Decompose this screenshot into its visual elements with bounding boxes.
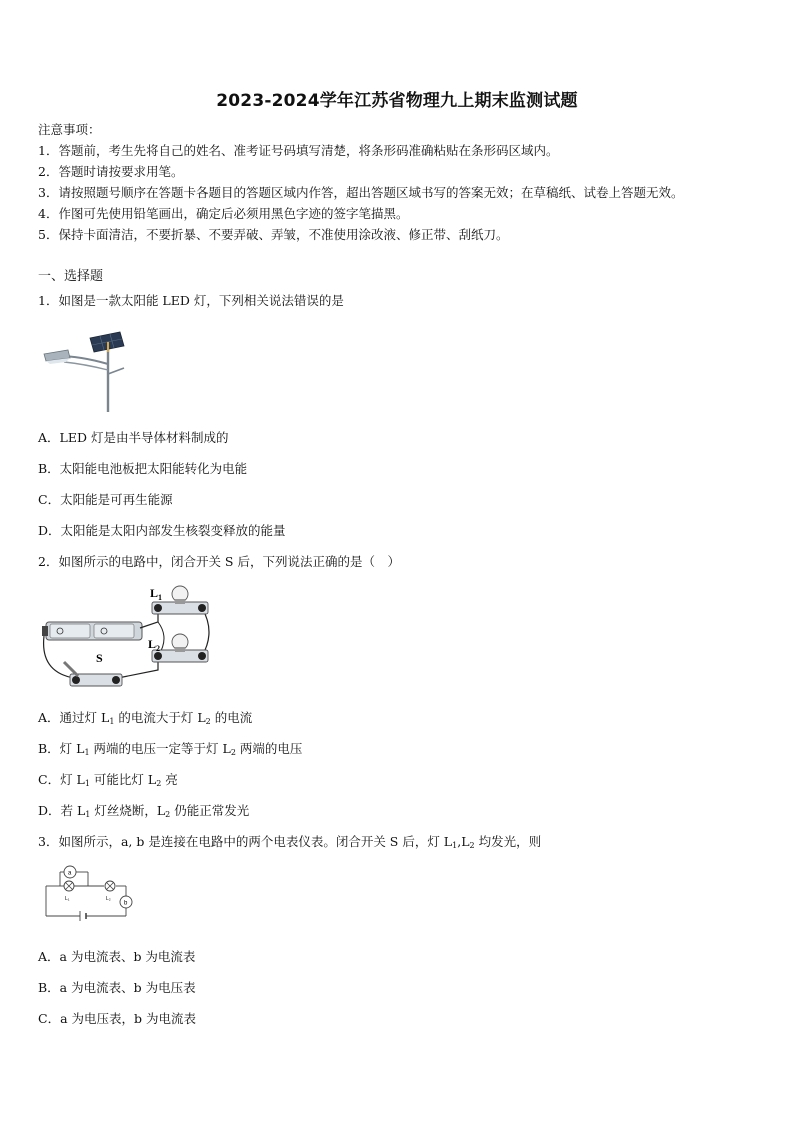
notice-item: 3．请按照题号顺序在答题卡各题目的答题区域内作答，超出答题区域书写的答案无效；在草稿纸、试卷上答题无效。 (38, 185, 684, 200)
solar-led-lamp-figure (40, 328, 130, 414)
question-2-option-d: D．若 $L_1$ 灯丝烧断，$L_2$ 仍能正常发光 (38, 803, 250, 819)
lamp-l1-label: $L_1$ (150, 586, 163, 602)
question-2-option-c: C．灯 $L_1$ 可能比灯 $L_2$ 亮 (38, 772, 178, 788)
series-circuit-figure (40, 582, 215, 692)
question-1-option-c: C．太阳能是可再生能源 (38, 492, 173, 507)
question-2-option-a: A．通过灯 $L_1$ 的电流大于灯 $L_2$ 的电流 (38, 710, 253, 726)
question-1-stem: 1．如图是一款太阳能 LED 灯，下列相关说法错误的是 (38, 293, 344, 308)
question-3-stem: 3．如图所示，a, b 是连接在电路中的两个电表仪表。闭合开关 S 后，灯 $L_1,L_2$ 均发光，则 (38, 834, 542, 850)
notice-item: 5．保持卡面清洁，不要折暴、不要弄破、弄皱，不准使用涂改液、修正带、刮纸刀。 (38, 227, 509, 242)
meter-b-label: b (124, 900, 128, 907)
notice-item: 1．答题前，考生先将自己的姓名、准考证号码填写清楚，将条形码准确粘贴在条形码区域内。 (38, 143, 559, 158)
question-2-option-b: B．灯 $L_1$ 两端的电压一定等于灯 $L_2$ 两端的电压 (38, 741, 303, 757)
page-title: 2023-2024学年江苏省物理九上期末监测试题 (216, 91, 578, 111)
question-1-option-b: B．太阳能电池板把太阳能转化为电能 (38, 461, 248, 476)
notice-item: 4．作图可先使用铅笔画出，确定后必须用黑色字迹的签字笔描黑。 (38, 206, 409, 221)
meter-a-label: a (68, 870, 72, 877)
lamp-l2-label: $L_2$ (148, 637, 161, 653)
switch-s-label: S (96, 651, 103, 665)
question-3-option-c: C．a 为电压表，b 为电流表 (38, 1011, 196, 1026)
question-3-option-a: A．a 为电流表、b 为电流表 (38, 949, 196, 964)
question-2-stem: 2．如图所示的电路中，闭合开关 S 后，下列说法正确的是（ ） (38, 554, 400, 569)
notice-heading: 注意事项： (38, 122, 101, 137)
lamp-l2-label: L₂ (106, 896, 111, 902)
question-3-option-b: B．a 为电流表、b 为电压表 (38, 980, 196, 995)
section-heading: 一、选择题 (38, 269, 104, 284)
notice-item: 2．答题时请按要求用笔。 (38, 164, 184, 179)
question-1-option-a: A．LED 灯是由半导体材料制成的 (38, 430, 229, 445)
question-1-option-d: D．太阳能是太阳内部发生核裂变释放的能量 (38, 523, 286, 538)
meter-circuit-figure (40, 862, 140, 922)
lamp-l1-label: L₁ (65, 896, 70, 902)
